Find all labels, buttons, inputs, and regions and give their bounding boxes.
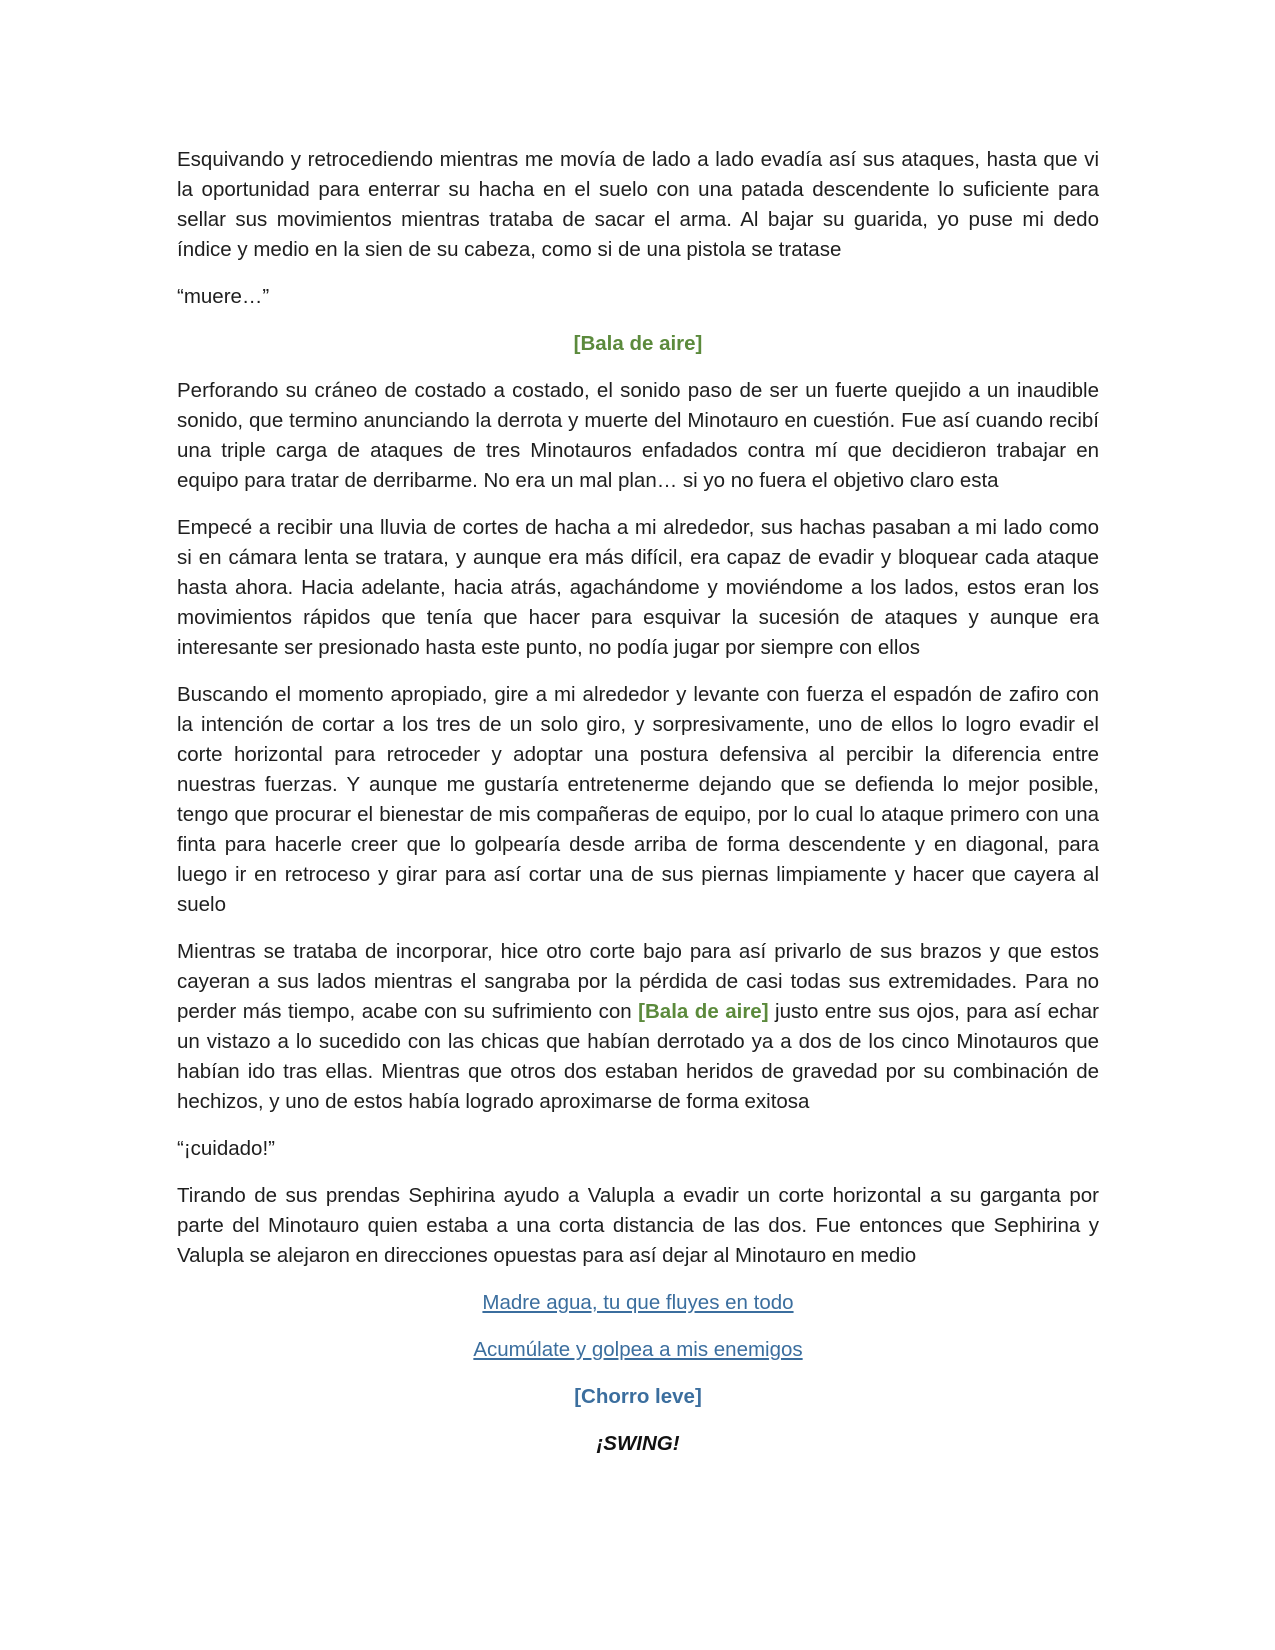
paragraph: Buscando el momento apropiado, gire a mi alrededor y levante con fuerza el espadón de zafiro con la intención de cortar a los tres de un solo giro, y sorpresivamente, uno de ellos lo logro evadir el corte horizontal para retroceder y adoptar una postura defensiva al percibir la diferencia entre nuestras fuerzas. Y aunque me gustaría entretenerme dejando que se defienda lo mejor posible, tengo que procurar el bienestar de mis compañeras de equipo, por lo cual lo ataque primero con una finta para hacerle creer que lo golpearía desde arriba de forma descendente y en diagonal, para luego ir en retroceso y girar para así cortar una de sus piernas limpiamente y hacer que cayera al suelo — [177, 683, 1099, 916]
paragraph-text: justo entre sus ojos, para así echar un vistazo a lo sucedido con las chicas que habían derrotado ya a dos de los cinco Minotauros que habían ido tras ellas. Mientras que otros dos estaban heridos de gravedad por su combinación de hechizos, y uno de estos había logrado aproximarse de forma exitosa — [177, 1000, 1099, 1113]
sound-effect: ¡SWING! — [596, 1432, 680, 1455]
paragraph: Empecé a recibir una lluvia de cortes de hacha a mi alrededor, sus hachas pasaban a mi lado como si en cámara lenta se tratara, y aunque era más difícil, era capaz de evadir y bloquear cada ataque hasta ahora. Hacia adelante, hacia atrás, agachándome y moviéndome a los lados, estos eran los movimientos rápidos que tenía que hacer para esquivar la sucesión de ataques y aunque era interesante ser presionado hasta este punto, no podía jugar por siempre con ellos — [177, 516, 1099, 659]
document-page — [177, 145, 1099, 1476]
dialogue-line: “¡cuidado!” — [177, 1137, 275, 1160]
paragraph: Esquivando y retrocediendo mientras me movía de lado a lado evadía así sus ataques, hasta que vi la oportunidad para enterrar su hacha en el suelo con una patada descendente lo suficiente para sellar sus movimientos mientras trataba de sacar el arma. Al bajar su guarida, yo puse mi dedo índice y medio en la sien de su cabeza, como si de una pistola se tratase — [177, 148, 1099, 261]
chant-line: Madre agua, tu que fluyes en todo — [482, 1291, 794, 1314]
inline-spell-name: [Bala de aire] — [638, 1000, 769, 1023]
paragraph-text: Mientras se trataba de incorporar, hice otro corte bajo para así privarlo de sus brazos y que estos cayeran a sus lados mientras el sangraba por la pérdida de casi todas sus extremidades. Para no perder más tiempo, acabe con su sufrimiento con — [177, 940, 1099, 1023]
chant-line: Acumúlate y golpea a mis enemigos — [473, 1338, 803, 1361]
spell-name: [Bala de aire] — [573, 332, 703, 355]
spell-name: [Chorro leve] — [574, 1385, 702, 1408]
paragraph — [177, 937, 1099, 1117]
dialogue-line: “muere…” — [177, 285, 270, 308]
paragraph: Tirando de sus prendas Sephirina ayudo a Valupla a evadir un corte horizontal a su garganta por parte del Minotauro quien estaba a una corta distancia de las dos. Fue entonces que Sephirina y Valupla se alejaron en direcciones opuestas para así dejar al Minotauro en medio — [177, 1184, 1099, 1267]
paragraph: Perforando su cráneo de costado a costado, el sonido paso de ser un fuerte quejido a un inaudible sonido, que termino anunciando la derrota y muerte del Minotauro en cuestión. Fue así cuando recibí una triple carga de ataques de tres Minotauros enfadados contra mí que decidieron trabajar en equipo para tratar de derribarme. No era un mal plan… si yo no fuera el objetivo claro esta — [177, 379, 1099, 492]
